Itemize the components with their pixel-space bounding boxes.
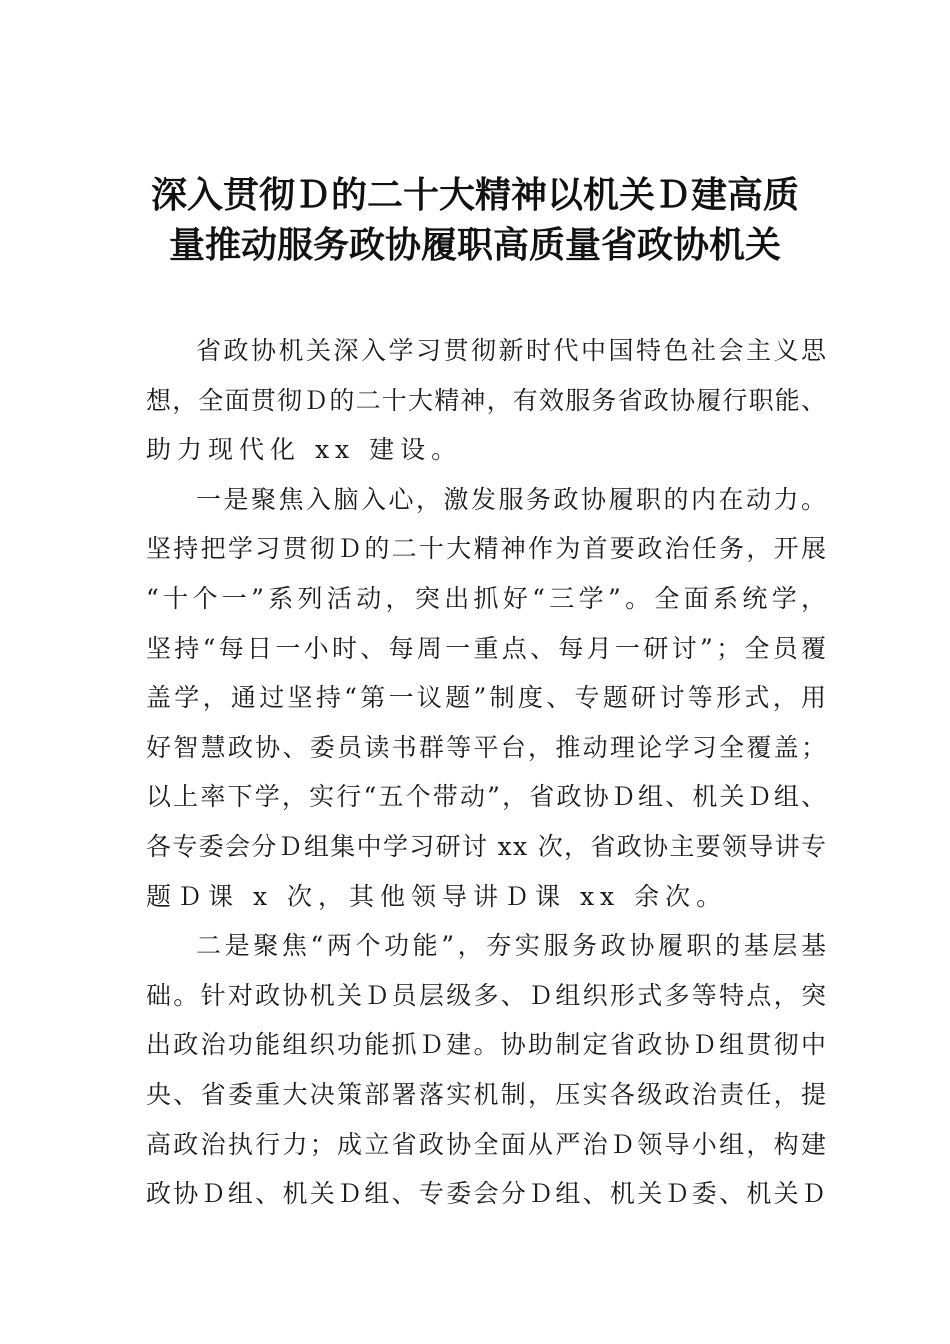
paragraph [146,326,829,475]
paragraph [146,921,830,1219]
title-line: 深入贯彻Ｄ的二十大精神以机关Ｄ建高质 [150,174,799,216]
paragraph-line: 央、省委重大决策部署落实机制，压实各级政治责任，提 [146,1079,829,1109]
paragraph [146,475,831,921]
paragraph-line: “十个一”系列活动，突出抓好“三学”。全面系统学， [146,583,831,613]
paragraph-line: 坚持把学习贯彻Ｄ的二十大精神作为首要政治任务，开展 [146,534,829,564]
paragraph-line: 坚持“每日一小时、每周一重点、每月一研讨”；全员覆 [146,633,830,663]
paragraph-line: 高政治执行力；成立省政协全面从严治Ｄ领导小组，构建 [146,1129,829,1159]
document-title [100,170,850,270]
paragraph-line: 助力现代化 xx 建设。 [146,435,463,465]
paragraph-line: 省政协机关深入学习贯彻新时代中国特色社会主义思 [196,336,829,365]
paragraph-line: 盖学，通过坚持“第一议题”制度、专题研讨等形式，用 [146,683,830,713]
paragraph-line: 各专委会分Ｄ组集中学习研讨 xx 次，省政协主要领导讲专 [146,831,828,861]
paragraph-line: 好智慧政协、委员读书群等平台，推动理论学习全覆盖； [146,732,829,762]
paragraph-line: 以上率下学，实行“五个带动”，省政协Ｄ组、机关Ｄ组、 [146,782,829,812]
paragraph-line: 题Ｄ课 x 次，其他领导讲Ｄ课 xx 余次。 [146,881,728,911]
paragraph-line: 想，全面贯彻Ｄ的二十大精神，有效服务省政协履行职能、 [146,385,828,415]
paragraph-line: 础。针对政协机关Ｄ员层级多、Ｄ组织形式多等特点，突 [146,980,829,1010]
paragraph-line: 二是聚焦“两个功能”，夯实服务政协履职的基层基 [196,931,830,961]
paragraph-line: 出政治功能组织功能抓Ｄ建。协助制定省政协Ｄ组贯彻中 [146,1030,829,1060]
paragraph-line: 政协Ｄ组、机关Ｄ组、专委会分Ｄ组、机关Ｄ委、机关Ｄ [146,1179,829,1209]
paragraph-line: 一是聚焦入脑入心，激发服务政协履职的内在动力。 [196,484,829,514]
title-line: 量推动服务政协履职高质量省政协机关 [168,224,781,266]
document-body [146,326,831,1219]
